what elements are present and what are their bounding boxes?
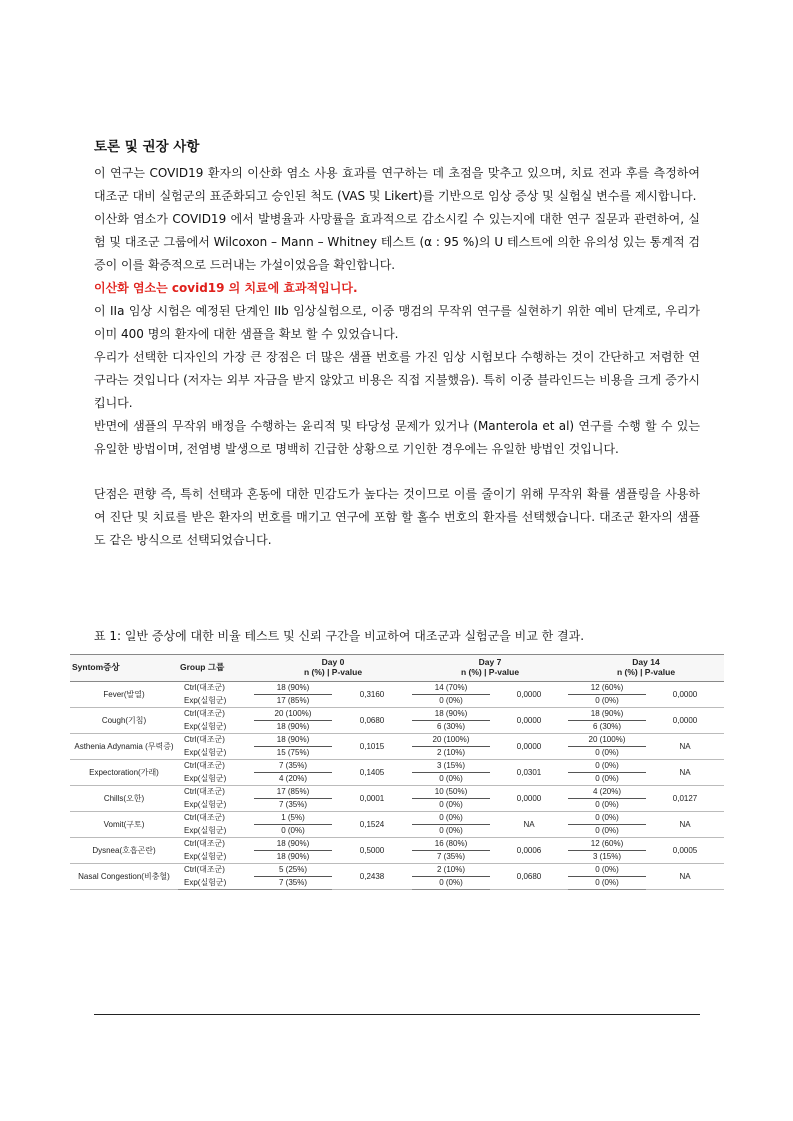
day7-pvalue-cell: 0,0000 <box>490 734 568 760</box>
group-exp-cell: Exp(실험군) <box>178 799 254 812</box>
day14-exp-cell: 6 (30%) <box>568 721 646 734</box>
table-row-ctrl <box>70 838 724 851</box>
header-group: Group 그룹 <box>178 655 254 682</box>
symptom-cell: Vomit(구토) <box>70 812 178 838</box>
day0-exp-cell: 17 (85%) <box>254 695 332 708</box>
day14-exp-cell: 0 (0%) <box>568 825 646 838</box>
paragraph-phase: 이 IIa 임상 시험은 예정된 단계인 IIb 임상실험으로, 이중 맹검의 무작위 연구를 실현하기 위한 예비 단계로, 우리가 이미 400 명의 환자에 대한 샘플을 확보 할 수 있었습니다. <box>94 304 700 341</box>
day7-exp-cell: 0 (0%) <box>412 877 490 890</box>
header-day7: Day 7 n (%) | P-value <box>412 655 568 682</box>
day0-ctrl-cell: 7 (35%) <box>254 760 332 773</box>
day7-exp-cell: 2 (10%) <box>412 747 490 760</box>
day14-pvalue-cell: NA <box>646 812 724 838</box>
document-body <box>72 136 700 887</box>
day14-exp-cell: 0 (0%) <box>568 747 646 760</box>
day7-pvalue-cell: 0,0301 <box>490 760 568 786</box>
day7-ctrl-cell: 20 (100%) <box>412 734 490 747</box>
day7-ctrl-cell: 2 (10%) <box>412 864 490 877</box>
day14-exp-cell: 0 (0%) <box>568 877 646 890</box>
day0-exp-cell: 4 (20%) <box>254 773 332 786</box>
day7-ctrl-cell: 0 (0%) <box>412 812 490 825</box>
paragraph-intro: 이 연구는 COVID19 환자의 이산화 염소 사용 효과를 연구하는 데 초점을 맞추고 있으며, 치료 전과 후를 측정하여 대조군 대비 실험군의 표준화되고 승인된 척도 (VAS 및 Likert)를 기반으로 임상 증상 및 실험실 변수를 제시합니다. <box>94 166 700 203</box>
day14-pvalue-cell: 0,0005 <box>646 838 724 864</box>
day14-exp-cell: 0 (0%) <box>568 695 646 708</box>
day0-pvalue-cell: 0,1524 <box>332 812 412 838</box>
day7-ctrl-cell: 3 (15%) <box>412 760 490 773</box>
table-row-ctrl <box>70 786 724 799</box>
day0-exp-cell: 18 (90%) <box>254 721 332 734</box>
day14-pvalue-cell: 0,0000 <box>646 682 724 708</box>
symptom-table <box>70 654 724 890</box>
day7-exp-cell: 0 (0%) <box>412 773 490 786</box>
table-header-row <box>70 655 724 682</box>
day7-pvalue-cell: 0,0680 <box>490 864 568 890</box>
day14-pvalue-cell: NA <box>646 760 724 786</box>
table-body <box>70 682 724 890</box>
day7-ctrl-cell: 18 (90%) <box>412 708 490 721</box>
symptom-cell: Dysnea(호흡곤란) <box>70 838 178 864</box>
day0-exp-cell: 15 (75%) <box>254 747 332 760</box>
group-exp-cell: Exp(실험군) <box>178 747 254 760</box>
day0-ctrl-cell: 1 (5%) <box>254 812 332 825</box>
day14-exp-cell: 3 (15%) <box>568 851 646 864</box>
group-exp-cell: Exp(실험군) <box>178 851 254 864</box>
table-caption: 표 1: 일반 증상에 대한 비율 테스트 및 신뢰 구간을 비교하여 대조군과 실험군을 비교 한 결과. <box>94 629 585 643</box>
section-title: 토론 및 권장 사항 <box>94 139 200 155</box>
day7-exp-cell: 7 (35%) <box>412 851 490 864</box>
footer-divider <box>94 1014 700 1015</box>
day7-pvalue-cell: 0,0000 <box>490 682 568 708</box>
day0-pvalue-cell: 0,3160 <box>332 682 412 708</box>
day0-ctrl-cell: 20 (100%) <box>254 708 332 721</box>
table-row-ctrl <box>70 760 724 773</box>
header-symptom: Syntom증상 <box>70 655 178 682</box>
day0-exp-cell: 0 (0%) <box>254 825 332 838</box>
group-ctrl-cell: Ctrl(대조군) <box>184 761 225 771</box>
day0-exp-cell: 18 (90%) <box>254 851 332 864</box>
day7-ctrl-cell: 10 (50%) <box>412 786 490 799</box>
group-exp-cell: Exp(실험군) <box>178 825 254 838</box>
day7-exp-cell: 0 (0%) <box>412 695 490 708</box>
symptom-cell: Chills(오한) <box>70 786 178 812</box>
group-ctrl-cell: Ctrl(대조군) <box>184 787 225 797</box>
day0-pvalue-cell: 0,1405 <box>332 760 412 786</box>
day14-ctrl-cell: 12 (60%) <box>568 838 646 851</box>
day0-pvalue-cell: 0,5000 <box>332 838 412 864</box>
group-exp-cell: Exp(실험군) <box>178 721 254 734</box>
symptom-table-container <box>70 654 724 890</box>
day0-ctrl-cell: 18 (90%) <box>254 734 332 747</box>
day0-exp-cell: 7 (35%) <box>254 799 332 812</box>
symptom-cell: Nasal Congestion(비충혈) <box>70 864 178 890</box>
day7-exp-cell: 0 (0%) <box>412 825 490 838</box>
paragraph-design: 우리가 선택한 디자인의 가장 큰 장점은 더 많은 샘플 번호를 가진 임상 시험보다 수행하는 것이 간단하고 저렴한 연구라는 것입니다 (저자는 외부 자금을 받지 않았고 비용은 직접 지불했음). 특히 이중 블라인드는 비용을 크게 증가시킵니다. <box>94 350 700 410</box>
group-ctrl-cell: Ctrl(대조군) <box>184 735 225 745</box>
group-ctrl-cell: Ctrl(대조군) <box>184 813 225 823</box>
day7-exp-cell: 0 (0%) <box>412 799 490 812</box>
day14-exp-cell: 0 (0%) <box>568 773 646 786</box>
day14-ctrl-cell: 12 (60%) <box>568 682 646 695</box>
day0-pvalue-cell: 0,0680 <box>332 708 412 734</box>
table-row-ctrl <box>70 812 724 825</box>
group-ctrl-cell: Ctrl(대조군) <box>184 709 225 719</box>
group-ctrl-cell: Ctrl(대조군) <box>184 683 225 693</box>
table-row-ctrl <box>70 682 724 695</box>
day14-ctrl-cell: 0 (0%) <box>568 812 646 825</box>
symptom-cell: Expectoration(가래) <box>70 760 178 786</box>
day7-pvalue-cell: 0,0000 <box>490 708 568 734</box>
day0-pvalue-cell: 0,1015 <box>332 734 412 760</box>
day7-pvalue-cell: 0,0006 <box>490 838 568 864</box>
highlight-conclusion: 이산화 염소는 covid19 의 치료에 효과적입니다. <box>94 281 358 295</box>
day7-pvalue-cell: NA <box>490 812 568 838</box>
day14-ctrl-cell: 0 (0%) <box>568 760 646 773</box>
day7-ctrl-cell: 14 (70%) <box>412 682 490 695</box>
day14-ctrl-cell: 0 (0%) <box>568 864 646 877</box>
group-exp-cell: Exp(실험군) <box>178 877 254 890</box>
day7-pvalue-cell: 0,0000 <box>490 786 568 812</box>
day14-pvalue-cell: 0,0000 <box>646 708 724 734</box>
day0-ctrl-cell: 5 (25%) <box>254 864 332 877</box>
day0-ctrl-cell: 18 (90%) <box>254 838 332 851</box>
day7-exp-cell: 6 (30%) <box>412 721 490 734</box>
day7-ctrl-cell: 16 (80%) <box>412 838 490 851</box>
day0-ctrl-cell: 17 (85%) <box>254 786 332 799</box>
table-row-ctrl <box>70 708 724 721</box>
day0-ctrl-cell: 18 (90%) <box>254 682 332 695</box>
day14-pvalue-cell: 0,0127 <box>646 786 724 812</box>
paragraph-limitations: 단점은 편향 즉, 특히 선택과 혼동에 대한 민감도가 높다는 것이므로 이를 줄이기 위해 무작위 확률 샘플링을 사용하여 진단 및 치료를 받은 환자의 번호를 매기고 연구에 포함 할 홀수 번호의 환자를 선택했습니다. 대조군 환자의 샘플도 같은 방식으로 선택되었습니다. <box>94 487 700 547</box>
symptom-cell: Asthenia Adynamia (무력증) <box>70 734 178 760</box>
day0-exp-cell: 7 (35%) <box>254 877 332 890</box>
day14-pvalue-cell: NA <box>646 734 724 760</box>
day14-ctrl-cell: 20 (100%) <box>568 734 646 747</box>
day0-pvalue-cell: 0,0001 <box>332 786 412 812</box>
day14-ctrl-cell: 4 (20%) <box>568 786 646 799</box>
day14-pvalue-cell: NA <box>646 864 724 890</box>
group-ctrl-cell: Ctrl(대조군) <box>184 839 225 849</box>
symptom-cell: Fever(발열) <box>70 682 178 708</box>
paragraph-ethics: 반면에 샘플의 무작위 배정을 수행하는 윤리적 및 타당성 문제가 있거나 (Manterola et al) 연구를 수행 할 수 있는 유일한 방법이며, 전염병 발생으로 명백히 긴급한 상황으로 기인한 경우에는 유일한 방법인 것입니다. <box>94 419 700 456</box>
paragraph-hypothesis: 이산화 염소가 COVID19 에서 발병율과 사망률을 효과적으로 감소시킬 수 있는지에 대한 연구 질문과 관련하여, 실험 및 대조군 그룹에서 Wilcoxon – Mann – Whitney 테스트 (α : 95 %)의 U 테스트에 의한 유의성 있는 통계적 검증이 이를 확증적으로 드러내는 가설이었음을 확인합니다. <box>94 212 700 272</box>
day14-ctrl-cell: 18 (90%) <box>568 708 646 721</box>
day14-exp-cell: 0 (0%) <box>568 799 646 812</box>
table-row-ctrl <box>70 864 724 877</box>
table-row-ctrl <box>70 734 724 747</box>
group-ctrl-cell: Ctrl(대조군) <box>184 865 225 875</box>
header-day0: Day 0 n (%) | P-value <box>254 655 412 682</box>
symptom-cell: Cough(기침) <box>70 708 178 734</box>
day0-pvalue-cell: 0,2438 <box>332 864 412 890</box>
header-day14: Day 14 n (%) | P-value <box>568 655 724 682</box>
group-exp-cell: Exp(실험군) <box>178 695 254 708</box>
group-exp-cell: Exp(실험군) <box>178 773 254 786</box>
